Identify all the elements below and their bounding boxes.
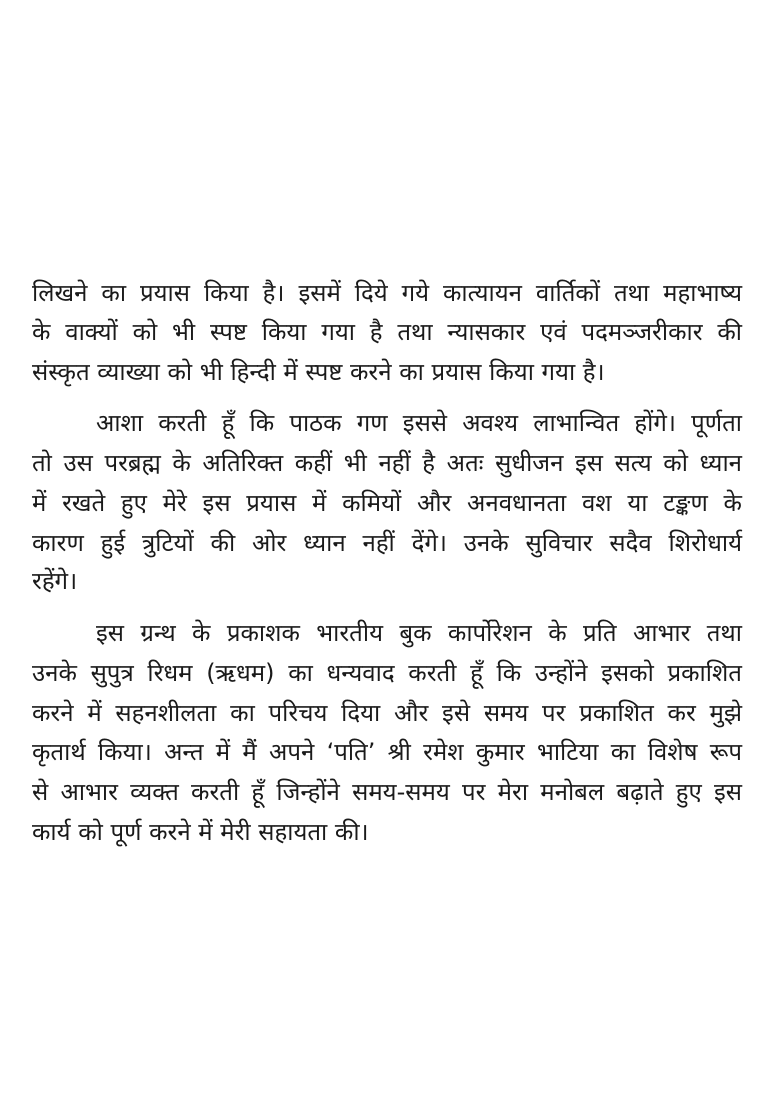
text-line: इस ग्रन्थ के प्रकाशक भारतीय बुक कार्पोरेशन के प्रति आभार तथा [96, 619, 742, 647]
text-line: कृतार्थ किया। अन्त में मैं अपने ‘पति’ श्री रमेश कुमार भाटिया का विशेष रूप [32, 738, 742, 766]
text-line: उनके सुपुत्र रिधम (ऋधम) का धन्यवाद करती हूँ कि उन्होंने इसको प्रकाशित [32, 659, 742, 687]
text-line: में रखते हुए मेरे इस प्रयास में कमियों और अनवधानता वश या टङ्कण के [32, 489, 742, 517]
text-line: आशा करती हूँ कि पाठक गण इससे अवश्य लाभान्वित होंगे। पूर्णता [96, 409, 742, 437]
text-line: से आभार व्यक्त करती हूँ जिन्होंने समय-समय पर मेरा मनोबल बढ़ाते हुए इस [32, 778, 742, 806]
text-line: के वाक्यों को भी स्पष्ट किया गया है तथा न्यासकार एवं पदमञ्जरीकार की [32, 318, 742, 346]
text-line: कार्य को पूर्ण करने में मेरी सहायता की। [32, 818, 369, 846]
text-line: कारण हुई त्रुटियों की ओर ध्यान नहीं देंगे। उनके सुविचार सदैव शिरोधार्य [32, 529, 742, 557]
text-line: तो उस परब्रह्म के अतिरिक्त कहीं भी नहीं है अतः सुधीजन इस सत्य को ध्यान [32, 449, 742, 477]
text-line: करने में सहनशीलता का परिचय दिया और इसे समय पर प्रकाशित कर मुझे [32, 699, 742, 727]
text-line: लिखने का प्रयास किया है। इसमें दिये गये कात्यायन वार्तिकों तथा महाभाष्य [32, 279, 742, 307]
text-line: रहेंगे। [32, 567, 78, 595]
text-line: संस्कृत व्याख्या को भी हिन्दी में स्पष्ट करने का प्रयास किया गया है। [32, 358, 605, 386]
